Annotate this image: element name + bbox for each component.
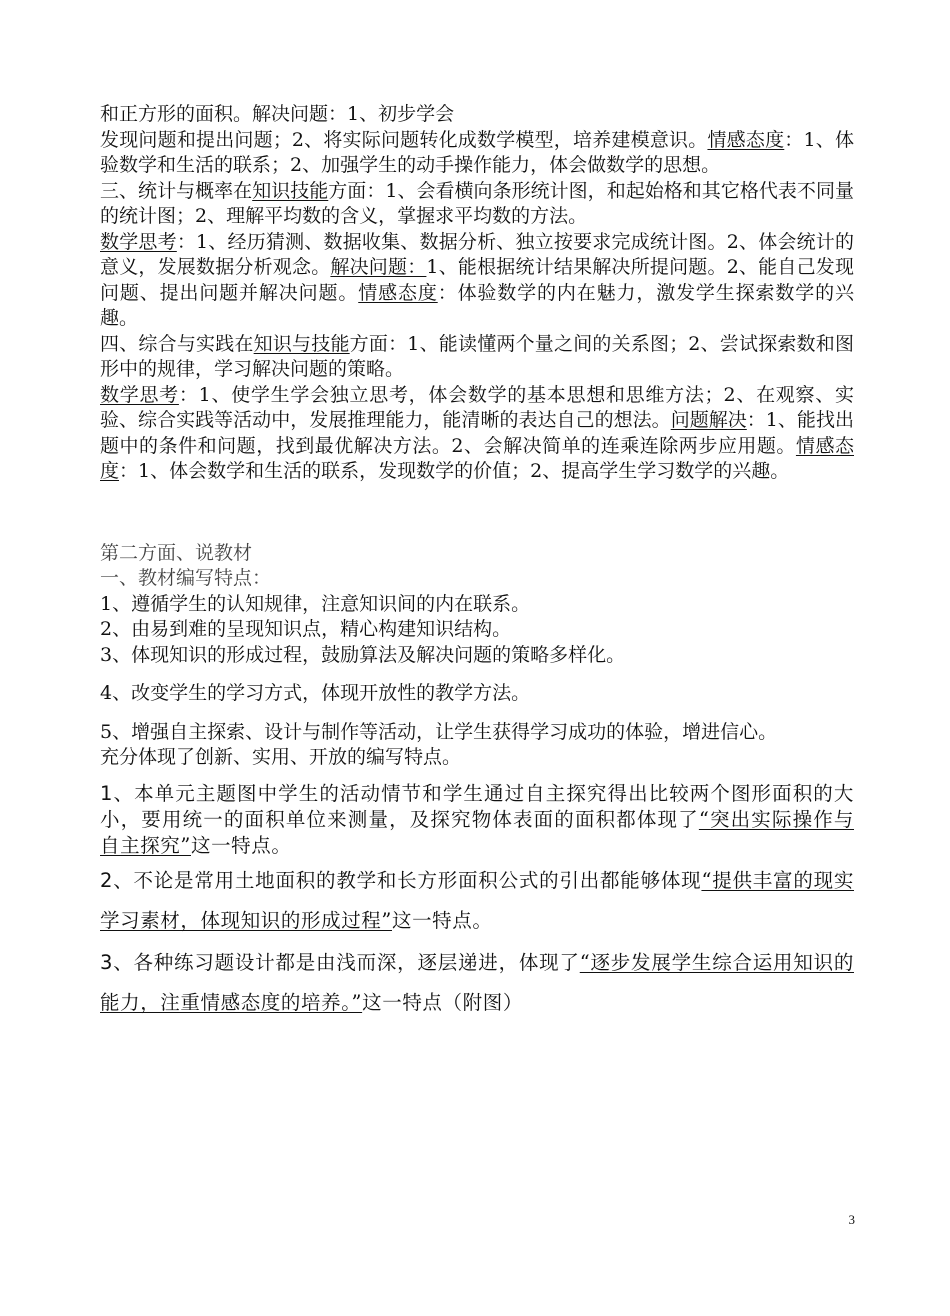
- list-item: 2、由易到难的呈现知识点，精心构建知识结构。: [100, 618, 512, 640]
- point-2: 2、不论是常用土地面积的教学和长方形面积公式的引出都能够体现“提供丰富的现实学习素材，体现知识的形成过程”这一特点。: [100, 868, 854, 932]
- document-page: [100, 102, 854, 1023]
- subsection-heading: 一、教材编写特点：: [100, 567, 272, 589]
- summary: 充分体现了创新、实用、开放的编写特点。: [100, 746, 462, 768]
- point-3: 3、各种练习题设计都是由浅而深，逐层递进，体现了“逐步发展学生综合运用知识的能力，注重情感态度的培养。”这一特点（附图）: [100, 950, 854, 1014]
- paragraph-practice: 四、综合与实践在知识与技能方面：1、能读懂两个量之间的关系图；2、尝试探索数和图形中的规律，学习解决问题的策略。 数学思考：1、使学生学会独立思考，体会数学的基本思想和思维方法；2、在观察、实验、综合实践等活动中，发展推理能力，能清晰的表达自己的想法。问题解决：1、能找出题中的条件和问题，找到最优解决方法。2、会解决简单的连乘连除两步应用题。情感态度：1、体会数学和生活的联系，发现数学的价值；2、提高学生学习数学的兴趣。: [100, 332, 854, 482]
- spacer: [100, 485, 854, 541]
- list-item: 4、改变学生的学习方式，体现开放性的教学方法。: [100, 682, 531, 704]
- paragraph-problem-solving: 和正方形的面积。解决问题：1、初步学会 发现问题和提出问题；2、将实际问题转化成数学模型，培养建模意识。情感态度：1、体验数学和生活的联系；2、加强学生的动手操作能力，体会做数学的思想。: [100, 103, 854, 176]
- list-item: 5、增强自主探索、设计与制作等活动，让学生获得学习成功的体验，增进信心。: [100, 720, 778, 743]
- paragraph-statistics: 三、统计与概率在知识技能方面：1、会看横向条形统计图，和起始格和其它格代表不同量的统计图；2、理解平均数的含义，掌握求平均数的方法。 数学思考：1、经历猜测、数据收集、数据分析、独立按要求完成统计图。2、体会统计的意义，发展数据分析观念。解决问题：1、能根据统计结果解决所提问题。2、能自己发现问题、提出问题并解决问题。情感态度：体验数学的内在魅力，激发学生探索数学的兴趣。: [100, 179, 854, 329]
- list-item: 1、遵循学生的认知规律，注意知识间的内在联系。: [100, 592, 531, 615]
- point-1: 1、本单元主题图中学生的活动情节和学生通过自主探究得出比较两个图形面积的大小，要用统一的面积单位来测量，及探究物体表面的面积都体现了“突出实际操作与自主探究”这一特点。: [100, 781, 854, 857]
- list-item: 3、体现知识的形成过程，鼓励算法及解决问题的策略多样化。: [100, 643, 626, 666]
- section-heading: 第二方面、说教材: [100, 541, 253, 564]
- page-number: 3: [848, 1212, 855, 1227]
